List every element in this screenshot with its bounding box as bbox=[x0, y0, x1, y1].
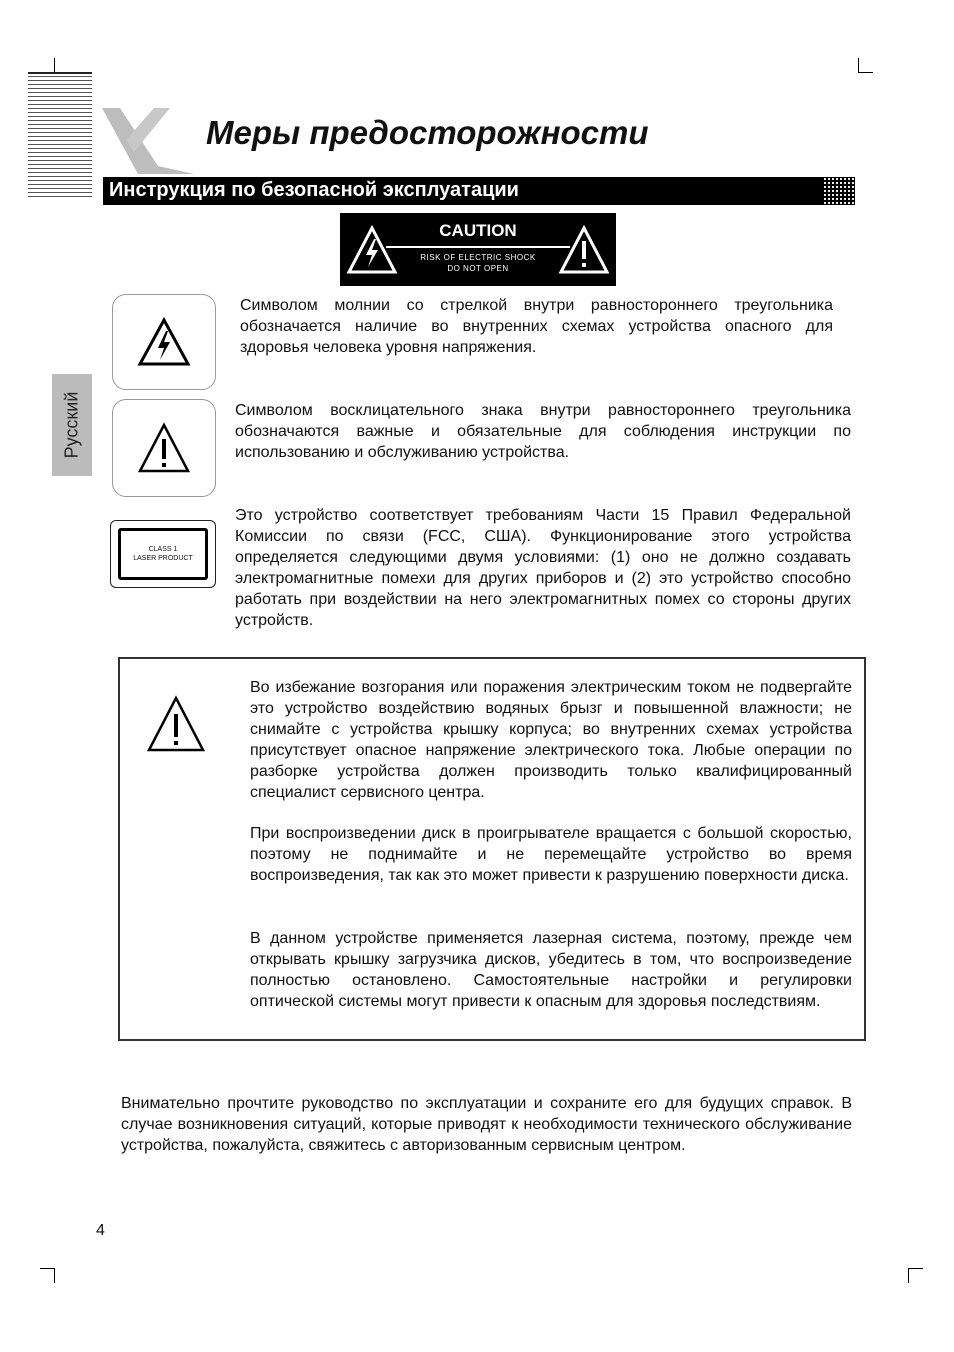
crop-mark-bottom-left bbox=[40, 1268, 55, 1283]
lightning-icon bbox=[137, 317, 191, 367]
crop-mark-top-right bbox=[858, 58, 873, 73]
language-tab-label: Русский bbox=[61, 391, 82, 459]
fcc-compliance-text: Это устройство соответствует требованиям Части 15 Правил Федеральной Комиссии по связи (FCC, США). Функционирование этого устройства определяется следующими двумя условиями: (1) оно не должно создавать электромагнитные помехи для других приборов и (2) это устройство способно работать при воздействии на него электромагнитных помех со стороны других устройств. bbox=[235, 507, 851, 629]
laser-product-text: LASER PRODUCT bbox=[133, 555, 193, 562]
section-heading: Инструкция по безопасной эксплуатации bbox=[109, 179, 519, 201]
exclamation-icon bbox=[137, 422, 191, 474]
lightning-description: Символом молнии со стрелкой внутри равностороннего треугольника обозначается наличие во внутренних схемах устройства опасного для здоровья человека уровня напряжения. bbox=[240, 297, 833, 356]
caution-label bbox=[340, 213, 616, 286]
caution-word: CAUTION bbox=[439, 221, 517, 240]
crop-mark-top-left bbox=[40, 58, 55, 73]
exclamation-triangle-icon bbox=[558, 225, 610, 275]
language-tab bbox=[52, 374, 92, 476]
header-stripes bbox=[28, 72, 92, 198]
warning-exclamation-icon bbox=[146, 695, 206, 753]
caution-do-not-open-text: DO NOT OPEN bbox=[447, 264, 509, 273]
page-title: Меры предосторожности bbox=[206, 114, 649, 151]
section-heading-bar bbox=[103, 177, 855, 205]
caution-risk-text: RISK OF ELECTRIC SHOCK bbox=[420, 253, 536, 262]
exclamation-description: Символом восклицательного знака внутри равностороннего треугольника обозначаются важные и обязательные для соблюдения инструкции по использованию и обслуживанию устройства. bbox=[235, 402, 851, 461]
warning-paragraph-1: Во избежание возгорания или поражения электрическим током не подвергайте это устройство воздействию водяных брызг и повышенной влажности; не снимайте с устройства крышку корпуса; во внутренних схемах устройства присутствует опасное напряжение электрического тока. Любые операции по разборке устройства должен производить только квалифицированный специалист сервисного центра. bbox=[250, 679, 852, 801]
laser-class-text: CLASS 1 bbox=[148, 546, 178, 553]
header-stripes-rule bbox=[28, 72, 92, 74]
laser-product-label bbox=[110, 520, 216, 588]
warning-paragraph-3: В данном устройстве применяется лазерная система, поэтому, прежде чем открывать крышку загрузчика дисков, убедитесь в том, что воспроизведение полностью остановлено. Самостоятельные настройки и регулировки оптической системы могут привести к опасным для здоровья последствиям. bbox=[250, 930, 852, 1010]
footer-note: Внимательно прочтите руководство по эксплуатации и сохраните его для будущих справок. В случае возникновения ситуаций, которые приводят к необходимости технического обслуживание устройства, пожалуйста, свяжитесь с авторизованным сервисным центром. bbox=[121, 1095, 852, 1154]
lightning-symbol-box bbox=[112, 294, 216, 390]
caution-divider bbox=[386, 246, 570, 248]
page-number: 4 bbox=[96, 1222, 105, 1239]
section-bar-dot-pattern bbox=[823, 177, 855, 205]
brand-x-logo bbox=[98, 108, 198, 176]
exclamation-symbol-box bbox=[112, 399, 216, 497]
warning-box bbox=[118, 657, 866, 1041]
warning-paragraph-2: При воспроизведении диск в проигрывателе вращается с большой скоростью, поэтому не поднимайте и не перемещайте устройство во время воспроизведения, так как это может привести к разрушению поверхности диска. bbox=[250, 825, 852, 884]
crop-mark-bottom-right bbox=[908, 1268, 923, 1283]
